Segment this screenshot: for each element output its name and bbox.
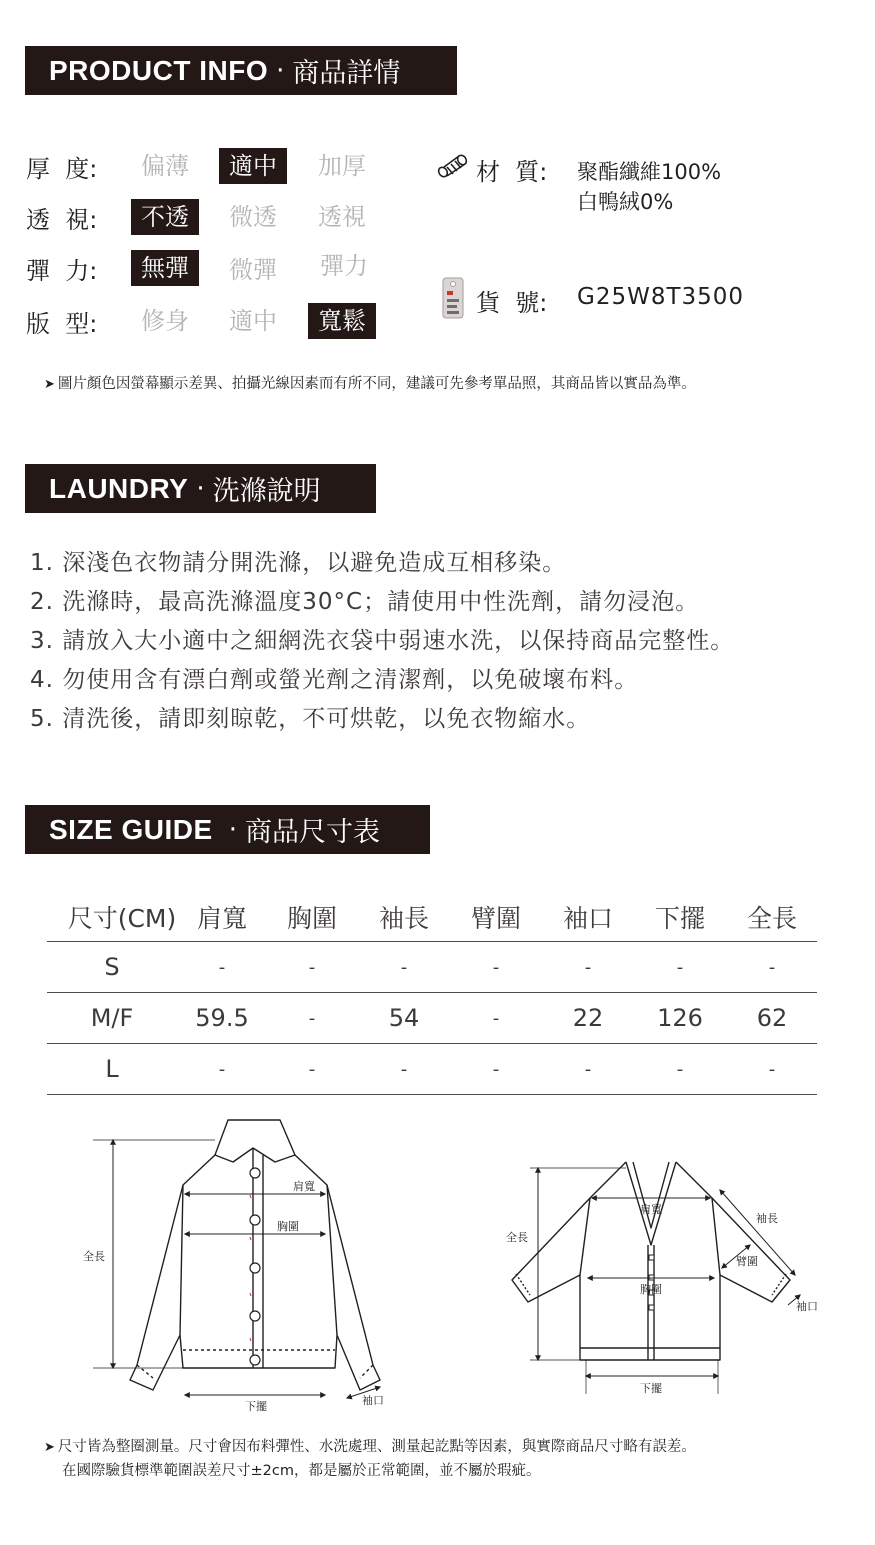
attr-label: 厚 度: (26, 154, 98, 183)
attr-option-selected: 不透 (131, 199, 199, 235)
table-cell: - (492, 1007, 500, 1029)
size-disclaimer-text: 尺寸皆為整圈測量。尺寸會因布料彈性、水洗處理、測量起訖點等因素，與實際商品尺寸略有誤差。 (57, 1439, 696, 1455)
table-cell: 126 (657, 1004, 703, 1032)
attr-row-thickness (26, 148, 131, 184)
size-name: L (105, 1055, 119, 1083)
table-cell: - (218, 956, 226, 978)
attr-option: 偏薄 (141, 152, 189, 180)
table-cell: 59.5 (195, 1004, 249, 1032)
chest-label: 胸圍 (277, 1220, 299, 1233)
column-header: 全長 (746, 904, 797, 933)
color-disclaimer (44, 372, 696, 393)
material-value: 白鴨絨0% (577, 190, 674, 214)
laundry-item: 4. 勿使用含有漂白劑或螢光劑之清潔劑，以免破壞布料。 (30, 667, 639, 693)
table-row (47, 993, 817, 1044)
tag-icon (440, 276, 466, 320)
attr-option: 加厚 (318, 152, 366, 180)
item-no-value: G25W8T3500 (577, 284, 745, 310)
size-table (47, 893, 817, 1095)
size-guide-title-zh: 商品尺寸表 (244, 817, 380, 848)
column-header: 袖口 (562, 904, 613, 933)
header-dot: · (276, 55, 285, 86)
attr-option-selected: 無彈 (131, 250, 199, 286)
attr-option: 微彈 (229, 256, 277, 284)
table-cell: - (584, 1058, 592, 1080)
laundry-title-zh: 洗滌說明 (212, 476, 321, 507)
table-cell: - (768, 956, 776, 978)
attr-option-selected: 寬鬆 (308, 303, 376, 339)
table-cell: - (400, 956, 408, 978)
table-row (47, 1044, 817, 1095)
table-row (47, 942, 817, 993)
attr-row-elasticity (26, 250, 131, 286)
table-cell: - (308, 956, 316, 978)
attr-option: 適中 (229, 307, 277, 335)
arrow-right-icon: ➤ (44, 1440, 55, 1455)
size-name: M/F (90, 1004, 134, 1032)
attr-label: 彈 力: (26, 256, 98, 285)
cuff-label: 袖口 (796, 1300, 818, 1313)
table-cell: - (768, 1058, 776, 1080)
size-disclaimer (44, 1435, 696, 1456)
cuff-label: 袖口 (362, 1394, 384, 1407)
header-dot: · (228, 814, 237, 845)
laundry-item: 3. 請放入大小適中之細網洗衣袋中弱速水洗，以保持商品完整性。 (30, 628, 735, 654)
table-cell: - (308, 1007, 316, 1029)
table-cell: - (676, 1058, 684, 1080)
material-label: 材 質: (476, 158, 548, 186)
table-cell: - (218, 1058, 226, 1080)
hem-label: 下擺 (640, 1382, 662, 1395)
attr-option-selected: 適中 (219, 148, 287, 184)
table-cell: - (492, 1058, 500, 1080)
table-cell: - (400, 1058, 408, 1080)
table-cell: - (308, 1058, 316, 1080)
size-disclaimer-2: 在國際驗貨標準範圍誤差尺寸±2cm，都是屬於正常範圍，並不屬於瑕疵。 (62, 1463, 541, 1479)
table-cell: 54 (388, 1004, 420, 1032)
sleeve-label: 袖長 (756, 1212, 778, 1225)
column-header: 臂圍 (470, 904, 521, 933)
item-no-label: 貨 號: (476, 289, 548, 317)
laundry-header (25, 464, 376, 513)
column-header: 袖長 (378, 904, 429, 933)
arm-label: 臂圍 (736, 1255, 758, 1268)
table-cell: - (676, 956, 684, 978)
product-info-title-en: PRODUCT INFO (49, 54, 269, 86)
header-dot: · (196, 473, 205, 504)
laundry-title-en: LAUNDRY (49, 472, 189, 504)
laundry-item: 1. 深淺色衣物請分開洗滌，以避免造成互相移染。 (30, 550, 567, 576)
table-cell: 22 (572, 1004, 604, 1032)
column-header: 尺寸(CM) (67, 904, 177, 933)
length-label: 全長 (506, 1231, 528, 1244)
color-disclaimer-text: 圖片顏色因螢幕顯示差異、拍攝光線因素而有所不同，建議可先參考單品照，其商品皆以實品為準。 (57, 376, 696, 392)
size-table-header-row (47, 893, 817, 942)
cardigan-measurement-diagram (500, 1150, 830, 1410)
hem-label: 下擺 (245, 1400, 267, 1413)
size-guide-header (25, 805, 430, 854)
attr-option: 微透 (229, 203, 277, 231)
attr-row-sheerness (26, 199, 131, 235)
attr-label: 版 型: (26, 309, 98, 338)
size-guide-title-en: SIZE GUIDE (49, 813, 213, 845)
product-info-title-zh: 商品詳情 (292, 58, 401, 89)
thread-spool-icon (435, 152, 471, 180)
column-header: 下擺 (654, 904, 705, 933)
shoulder-label: 肩寬 (293, 1180, 315, 1193)
table-cell: - (584, 956, 592, 978)
table-cell: 62 (756, 1004, 788, 1032)
attr-row-fit (26, 303, 131, 339)
column-header: 胸圍 (286, 904, 337, 933)
shoulder-label: 肩寬 (640, 1203, 662, 1216)
jacket-measurement-diagram (75, 1110, 405, 1420)
column-header: 肩寬 (196, 904, 247, 933)
attr-label: 透 視: (26, 205, 98, 234)
attr-option: 透視 (318, 203, 366, 231)
laundry-item: 5. 清洗後，請即刻晾乾，不可烘乾，以免衣物縮水。 (30, 706, 591, 732)
length-label: 全長 (83, 1250, 105, 1263)
attr-option: 修身 (141, 307, 189, 335)
attr-option: 彈力 (320, 252, 368, 280)
table-cell: - (492, 956, 500, 978)
size-name: S (104, 953, 120, 981)
arrow-right-icon: ➤ (44, 377, 55, 392)
laundry-item: 2. 洗滌時，最高洗滌溫度30°C；請使用中性洗劑，請勿浸泡。 (30, 589, 700, 615)
chest-label: 胸圍 (640, 1283, 662, 1296)
product-info-header (25, 46, 457, 95)
material-value: 聚酯纖維100% (577, 160, 722, 184)
